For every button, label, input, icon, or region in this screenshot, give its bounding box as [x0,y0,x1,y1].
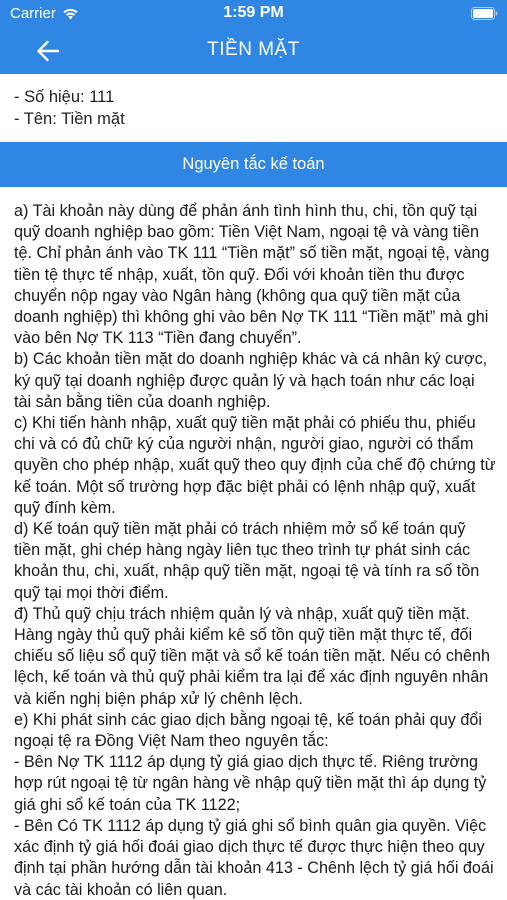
carrier-label: Carrier [10,5,56,22]
page-title: TIỀN MẶT [207,39,300,60]
paragraph: đ) Thủ quỹ chịu trách nhiệm quản lý và nhập, xuất quỹ tiền mặt. Hàng ngày thủ quỹ phải kiểm kê số tồn quỹ tiền mặt thực tế, đối chiếu số liệu sổ quỹ tiền mặt và sổ kế toán tiền mặt. Nếu có chênh lệch, kế toán và thủ quỹ phải kiểm tra lại để xác định nguyên nhân và kiến nghị biện pháp xử lý chênh lệch. [14,604,491,708]
paragraph: b) Các khoản tiền mặt do doanh nghiệp khác và cá nhân ký cược, ký quỹ tại doanh nghiệp được quản lý và hạch toán như các loại tài sản bằng tiền của doanh nghiệp. [14,350,488,411]
account-info [14,86,125,130]
content-body [14,201,496,900]
status-time: 1:59 PM [223,4,284,21]
paragraph: a) Tài khoản này dùng để phản ánh tình hình thu, chi, tồn quỹ tại quỹ doanh nghiệp bao gồm: Tiền Việt Nam, ngoại tệ và vàng tiền tệ. Chỉ phản ánh vào TK 111 “Tiền mặt” số tiền mặt, ngoại tệ, vàng tiền tệ thực tế nhập, xuất, tồn quỹ. Đối với khoản tiền thu được chuyển nộp ngay vào Ngân hàng (không qua quỹ tiền mặt của doanh nghiệp) thì không ghi vào bên Nợ TK 111 “Tiền mặt” mà ghi vào bên Nợ TK 113 “Tiền đang chuyển”. [14,202,490,348]
paragraph: c) Khi tiến hành nhập, xuất quỹ tiền mặt phải có phiếu thu, phiếu chi và có đủ chữ ký của người nhận, người giao, người có thẩm quyền cho phép nhập, xuất quỹ theo quy định của chế độ chứng từ kế toán. Một số trường hợp đặc biệt phải có lệnh nhập quỹ, xuất quỹ đính kèm. [14,414,496,517]
battery-full-icon [471,7,498,20]
account-code: - Số hiệu: 111 [14,88,115,106]
account-name: - Tên: Tiền mặt [14,110,125,128]
paragraph: d) Kế toán quỹ tiền mặt phải có trách nhiệm mở sổ kế toán quỹ tiền mặt, ghi chép hàng ngày liên tục theo trình tự phát sinh các khoản thu, chi, xuất, nhập quỹ tiền mặt, ngoại tệ và tính ra số tồn quỹ tại mọi thời điểm. [14,520,480,602]
status-bar [0,0,507,28]
nav-bar [0,28,507,74]
paragraph: - Bên Nợ TK 1112 áp dụng tỷ giá giao dịch thực tế. Riêng trường hợp rút ngoại tệ từ ngân hàng về nhập quỹ tiền mặt thì áp dụng tỷ giá ghi sổ kế toán của TK 1122; [14,753,487,814]
paragraph: - Bên Có TK 1112 áp dụng tỷ giá ghi sổ bình quân gia quyền. Việc xác định tỷ giá hối đoái giao dịch thực tế được thực hiện theo quy định tại phần hướng dẫn tài khoản 413 - Chênh lệch tỷ giá hối đoái và các tài khoản có liên quan. [14,816,494,899]
paragraph: e) Khi phát sinh các giao dịch bằng ngoại tệ, kế toán phải quy đổi ngoại tệ ra Đồng Việt Nam theo nguyên tắc: [14,710,482,751]
section-header-accounting-principles[interactable]: Nguyên tắc kế toán [0,142,507,187]
